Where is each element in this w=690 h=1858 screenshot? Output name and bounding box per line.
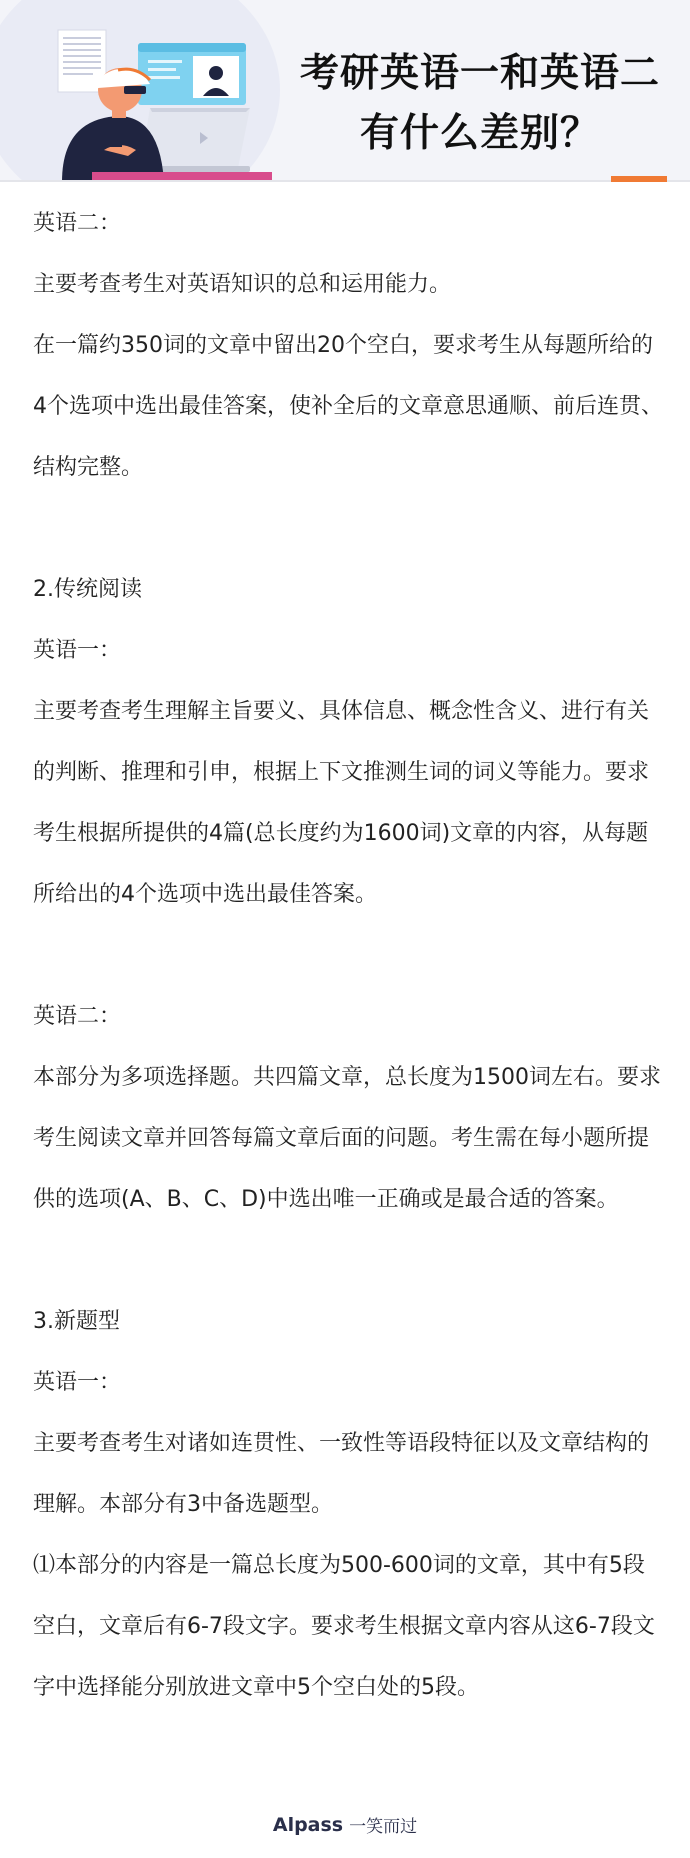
- paragraph: ⑴本部分的内容是一篇总长度为500-600词的文章，其中有5段空白，文章后有6-7段文字。要求考生根据文章内容从这6-7段文字中选择能分别放进文章中5个空白处的5段。: [33, 1553, 655, 1700]
- header-divider: [0, 180, 690, 182]
- section-label: 英语二：: [33, 211, 122, 236]
- brand-logo: Alpass: [272, 1813, 344, 1836]
- article-body: [33, 193, 663, 1718]
- title-line-1: 考研英语一和英语二: [299, 51, 660, 96]
- title-line-2: 有什么差别？: [359, 111, 600, 156]
- header-banner: [0, 0, 690, 182]
- brand-slogan: 一笑而过: [349, 1817, 418, 1837]
- student-at-laptop-illustration: [0, 0, 290, 182]
- paragraph: 本部分为多项选择题。共四篇文章，总长度为1500词左右。要求考生阅读文章并回答每篇文章后面的问题。考生需在每小题所提供的选项(A、B、C、D)中选出唯一正确或是最合适的答案。: [33, 1065, 661, 1212]
- paragraph: 在一篇约350词的文章中留出20个空白，要求考生从每题所给的4个选项中选出最佳答案，使补全后的文章意思通顺、前后连贯、结构完整。: [33, 333, 663, 480]
- video-call-window-icon: [138, 43, 246, 105]
- paragraph: 主要考查考生对英语知识的总和运用能力。: [33, 272, 452, 297]
- section-heading: 3.新题型: [33, 1309, 120, 1334]
- page-title: [285, 44, 675, 164]
- paragraph: 主要考查考生理解主旨要义、具体信息、概念性含义、进行有关的判断、推理和引申，根据上下文推测生词的词义等能力。要求考生根据所提供的4篇(总长度约为1600词)文章的内容，从每题所给出的4个选项中选出最佳答案。: [33, 699, 650, 907]
- paragraph-spacer: [33, 925, 663, 986]
- paragraph-spacer: [33, 1230, 663, 1291]
- section-heading: 2.传统阅读: [33, 577, 142, 602]
- footer-watermark: [0, 1812, 690, 1848]
- section-label: 英语二：: [33, 1004, 122, 1029]
- paragraph-spacer: [33, 498, 663, 559]
- section-label: 英语一：: [33, 1370, 122, 1395]
- section-label: 英语一：: [33, 638, 122, 663]
- paragraph: 主要考查考生对诸如连贯性、一致性等语段特征以及文章结构的理解。本部分有3中备选题型。: [33, 1431, 650, 1517]
- header-accent-bar: [611, 176, 667, 182]
